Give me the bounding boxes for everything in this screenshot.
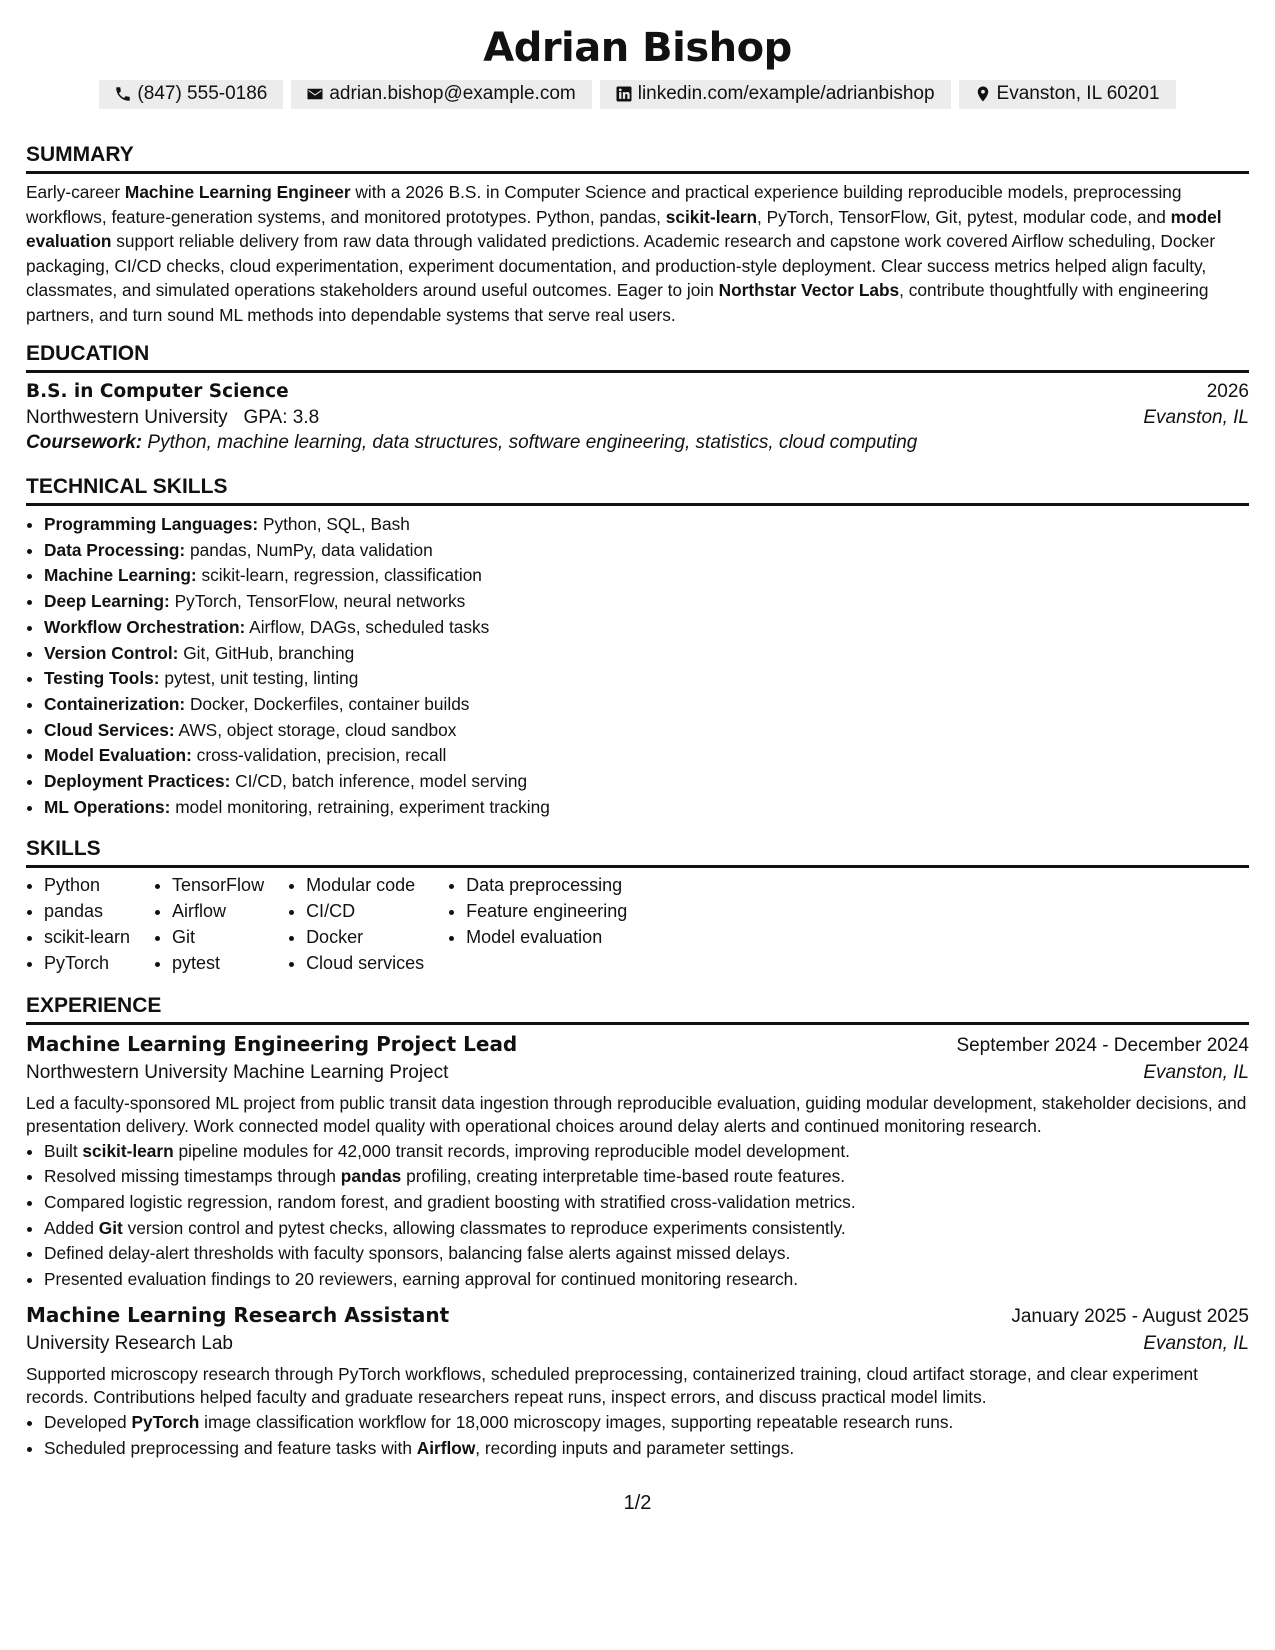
job-header [26, 1303, 1249, 1328]
job-org: Northwestern University Machine Learning Project [26, 1061, 449, 1083]
list-item: • pytest [172, 951, 264, 977]
summary-seg: support reliable delivery from raw data through validated predictions. Academic research and capstone work covered Airflow scheduling, Docker packaging, CI/CD checks, cloud experimentation, experiment documentation, and production-style deployment. Clear success metrics helped align faculty, classmates, and simulated operations stakeholders around useful outcomes. Eager to join [26, 231, 1216, 300]
list-item: • pandas [44, 899, 130, 925]
experience-section [26, 993, 1249, 1462]
list-item [44, 769, 1249, 795]
bullet-seg: Scheduled preprocessing and feature tasks with [44, 1437, 417, 1458]
summary-text [26, 180, 1249, 327]
bullet-seg: version control and pytest checks, allowing classmates to reproduce experiments consistently. [122, 1217, 846, 1238]
job-summary: Supported microscopy research through PyTorch workflows, scheduled preprocessing, containerized training, cloud artifact storage, and clear experiment records. Contributions helped faculty and graduate researchers repeat runs, inspect errors, and discuss practical model limits. [26, 1363, 1198, 1408]
list-item: • Data preprocessing [466, 873, 627, 899]
summary-section [26, 142, 1249, 327]
skill-label: Deep Learning: [44, 591, 170, 612]
technical-skills-heading: TECHNICAL SKILLS [26, 474, 1249, 506]
linkedin-text: linkedin.com/example/adrianbishop [637, 83, 935, 104]
skills-column [288, 873, 424, 976]
list-item [44, 589, 1249, 615]
skill-value: scikit-learn, regression, classification [196, 565, 482, 586]
skill-label: Version Control: [44, 642, 179, 663]
skill-value: model monitoring, retraining, experiment tracking [170, 796, 550, 817]
experience-heading: EXPERIENCE [26, 993, 1249, 1025]
bullet-seg-bold: scikit-learn [82, 1140, 174, 1161]
school-line [26, 407, 319, 429]
job-entry [26, 1303, 1249, 1461]
skill-label: Workflow Orchestration: [44, 616, 246, 637]
school-row [26, 407, 1249, 429]
bullet-seg-bold: pandas [340, 1166, 402, 1187]
gpa: GPA: 3.8 [243, 407, 320, 428]
graduation-year: 2026 [1206, 381, 1249, 402]
list-item [44, 615, 1249, 641]
list-item [44, 1190, 1249, 1216]
skill-label: Containerization: [44, 693, 186, 714]
map-pin-icon [973, 84, 993, 104]
list-item: • PyTorch [44, 951, 130, 977]
job-dates: September 2024 - December 2024 [956, 1034, 1249, 1056]
skill-value: pytest, unit testing, linting [159, 668, 359, 689]
list-item: • Model evaluation [466, 925, 627, 951]
list-item: • Modular code [306, 873, 424, 899]
education-heading: EDUCATION [26, 341, 1249, 373]
skill-label: Cloud Services: [44, 719, 175, 740]
list-item [44, 1267, 1249, 1293]
coursework-line [26, 432, 1249, 454]
degree-title: B.S. in Computer Science [26, 381, 289, 402]
job-title: Machine Learning Engineering Project Lead [26, 1031, 518, 1056]
list-item: • Airflow [172, 899, 264, 925]
list-item: • Feature engineering [466, 899, 627, 925]
skill-value: pandas, NumPy, data validation [185, 539, 433, 560]
skill-label: Programming Languages: [44, 514, 259, 534]
list-item [44, 743, 1249, 769]
summary-seg: , PyTorch, TensorFlow, Git, pytest, modular code, and [757, 206, 1171, 227]
list-item [44, 1241, 1249, 1267]
coursework-list: Python, machine learning, data structures, software engineering, statistics, cloud computing [142, 432, 918, 453]
phone-text: (847) 555-0186 [137, 83, 268, 104]
summary-seg-bold: Machine Learning Engineer [124, 182, 351, 202]
skill-label: Deployment Practices: [44, 771, 231, 792]
skill-label: Machine Learning: [44, 565, 197, 586]
summary-seg-bold: Northstar Vector Labs [718, 280, 900, 300]
list-item [44, 795, 1249, 821]
bullet-seg: profiling, creating interpretable time-based route features. [401, 1166, 846, 1187]
list-item [44, 1164, 1249, 1190]
location-text: Evanston, IL 60201 [996, 83, 1160, 104]
skills-grid [26, 873, 1249, 976]
skill-label: Testing Tools: [44, 668, 160, 689]
list-item: • Git [172, 925, 264, 951]
summary-seg-bold: scikit-learn [665, 206, 757, 227]
contact-bar [26, 80, 1249, 109]
summary-seg-bold: model evaluation [26, 206, 1222, 251]
degree-row [26, 381, 1249, 403]
list-item [44, 563, 1249, 589]
bullet-seg: Compared logistic regression, random forest, and gradient boosting with stratified cross-validation metrics. [44, 1192, 856, 1213]
skills-section [26, 836, 1249, 976]
job-title: Machine Learning Research Assistant [26, 1302, 450, 1327]
job-dates: January 2025 - August 2025 [1011, 1305, 1249, 1327]
list-item [44, 718, 1249, 744]
list-item [44, 538, 1249, 564]
list-item: • Python [44, 873, 130, 899]
technical-skills-section [26, 474, 1249, 820]
job-bullets [26, 1139, 1249, 1293]
bullet-seg: Resolved missing timestamps through [44, 1166, 341, 1187]
skill-label: Model Evaluation: [44, 745, 192, 766]
job-location: Evanston, IL [1143, 1061, 1249, 1083]
job-org-row [26, 1333, 1249, 1355]
job-location: Evanston, IL [1143, 1332, 1249, 1354]
list-item: • Docker [306, 925, 424, 951]
job-org-row [26, 1062, 1249, 1084]
skill-value: Python, SQL, Bash [258, 514, 410, 534]
list-item [44, 1410, 1249, 1436]
skill-label: Data Processing: [44, 539, 186, 560]
candidate-name: Adrian Bishop [483, 25, 792, 71]
list-item [44, 666, 1249, 692]
skills-heading: SKILLS [26, 836, 1249, 868]
education-section [26, 341, 1249, 454]
bullet-seg: Developed [44, 1411, 132, 1432]
list-item [44, 1216, 1249, 1242]
bullet-seg-bold: Airflow [416, 1437, 476, 1458]
bullet-seg: Built [44, 1140, 83, 1161]
list-item: • TensorFlow [172, 873, 264, 899]
skills-column [154, 873, 264, 976]
skill-value: CI/CD, batch inference, model serving [230, 771, 528, 792]
coursework-label: Coursework: [26, 432, 143, 453]
technical-skills-list [26, 512, 1249, 820]
bullet-seg: Defined delay-alert thresholds with faculty sponsors, balancing false alerts against missed delays. [44, 1243, 791, 1264]
skill-value: cross-validation, precision, recall [191, 745, 447, 766]
bullet-seg: , recording inputs and parameter settings. [475, 1437, 795, 1458]
skill-value: Airflow, DAGs, scheduled tasks [245, 616, 490, 637]
phone-chip[interactable] [99, 80, 283, 109]
skill-label: ML Operations: [44, 796, 171, 817]
skill-value: PyTorch, TensorFlow, neural networks [169, 591, 466, 612]
list-item [44, 512, 1249, 538]
bullet-seg: image classification workflow for 18,000 microscopy images, supporting repeatable research runs. [199, 1411, 954, 1432]
job-summary: Led a faculty-sponsored ML project from public transit data ingestion through reproducible evaluation, guiding modular development, stakeholder decisions, and presentation delivery. Work connected model quality with operational choices around delay alerts and continued monitoring research. [26, 1092, 1247, 1137]
summary-heading: SUMMARY [26, 142, 1249, 174]
linkedin-chip[interactable] [600, 80, 951, 109]
summary-seg: with a 2026 B.S. in Computer Science and practical experience building reproducible models, preprocessing workflows, feature-generation systems, and monitored prototypes. Python, pandas, [26, 182, 1182, 227]
skills-column [26, 873, 130, 976]
job-header [26, 1032, 1249, 1057]
list-item [44, 692, 1249, 718]
list-item [44, 1436, 1249, 1462]
summary-seg: , contribute thoughtfully with engineering partners, and turn sound ML methods into dependable systems that serve real users. [26, 280, 1209, 325]
job-bullets [26, 1410, 1249, 1461]
email-chip[interactable] [291, 80, 591, 109]
linkedin-icon [614, 84, 634, 104]
skills-column [448, 873, 627, 976]
job-org: University Research Lab [26, 1332, 233, 1354]
envelope-icon [305, 84, 325, 104]
bullet-seg: Presented evaluation findings to 20 reviewers, earning approval for continued monitoring research. [44, 1269, 799, 1290]
list-item [44, 1139, 1249, 1165]
bullet-seg: pipeline modules for 42,000 transit records, improving reproducible model development. [173, 1140, 850, 1161]
list-item: • Cloud services [306, 951, 424, 977]
bullet-seg-bold: PyTorch [131, 1411, 200, 1432]
bullet-seg-bold: Git [98, 1217, 123, 1238]
list-item [44, 641, 1249, 667]
bullet-seg: Added [44, 1217, 99, 1238]
skill-value: Git, GitHub, branching [178, 642, 355, 663]
email-text: adrian.bishop@example.com [329, 83, 576, 104]
summary-seg: Early-career [26, 182, 125, 202]
page-number: 1/2 [623, 1492, 652, 1514]
job-entry [26, 1032, 1249, 1293]
location-chip[interactable] [959, 80, 1176, 109]
skill-value: AWS, object storage, cloud sandbox [174, 719, 457, 740]
list-item: • CI/CD [306, 899, 424, 925]
list-item: • scikit-learn [44, 925, 130, 951]
skill-value: Docker, Dockerfiles, container builds [185, 693, 470, 714]
school-location: Evanston, IL [1143, 407, 1249, 428]
school-name: Northwestern University [26, 407, 228, 428]
phone-icon [113, 84, 133, 104]
